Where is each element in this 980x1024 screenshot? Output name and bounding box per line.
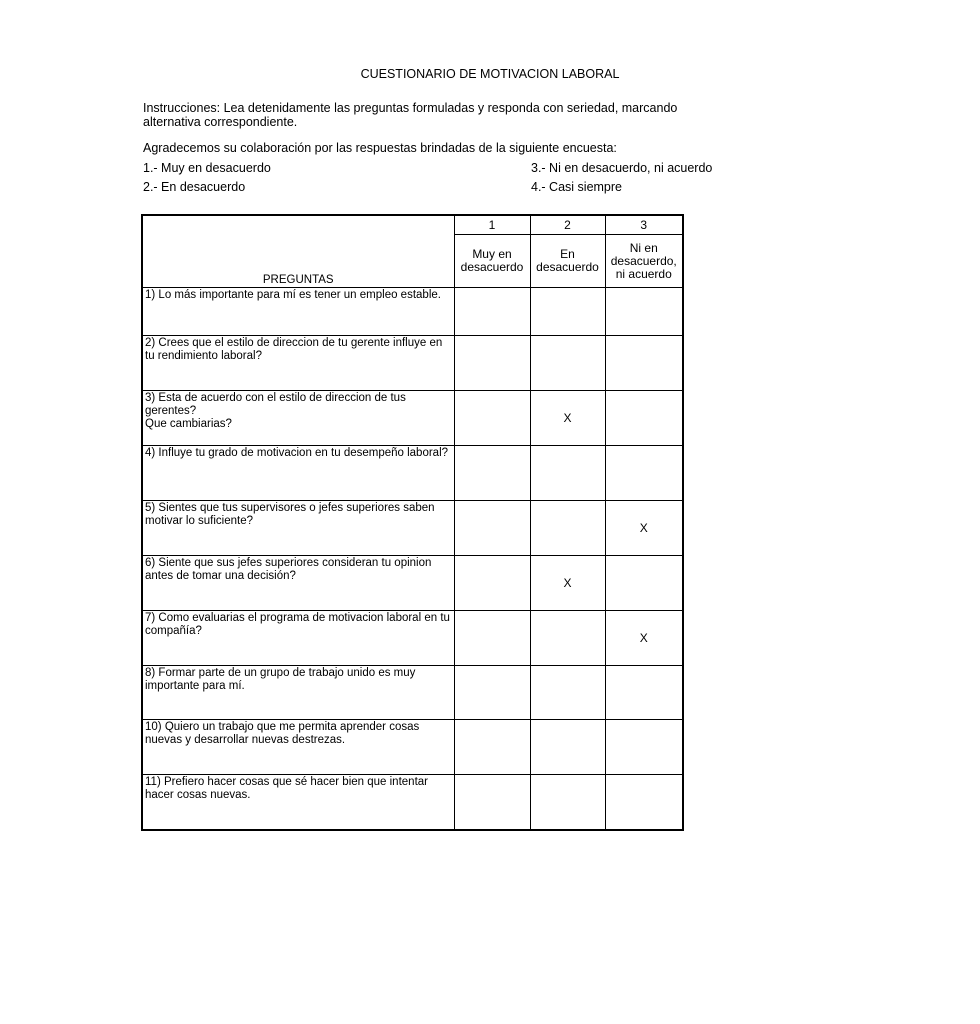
question-text: 5) Sientes que tus supervisores o jefes superiores saben motivar lo suficiente? — [142, 501, 454, 556]
table-row — [142, 556, 683, 611]
scale-option-2: 2.- En desacuerdo — [143, 180, 246, 194]
answer-cell[interactable] — [530, 611, 605, 666]
question-text: 2) Crees que el estilo de direccion de tu gerente influye en tu rendimiento laboral? — [142, 336, 454, 391]
answer-cell[interactable] — [530, 666, 605, 720]
column-number: 1 — [454, 215, 530, 235]
table-row — [142, 775, 683, 830]
answer-cell[interactable] — [454, 666, 530, 720]
answer-cell[interactable]: X — [530, 556, 605, 611]
column-label: Ni en desacuerdo, ni acuerdo — [605, 235, 683, 288]
answer-cell[interactable] — [605, 775, 683, 830]
answer-cell[interactable] — [454, 446, 530, 501]
question-text: 7) Como evaluarias el programa de motivacion laboral en tu compañía? — [142, 611, 454, 666]
answer-cell[interactable] — [454, 336, 530, 391]
answer-cell[interactable] — [605, 720, 683, 775]
answer-cell[interactable] — [454, 611, 530, 666]
table-row — [142, 336, 683, 391]
table-row — [142, 446, 683, 501]
answer-cell[interactable]: X — [605, 611, 683, 666]
answer-cell[interactable] — [530, 336, 605, 391]
answer-cell[interactable] — [454, 391, 530, 446]
scale-option-3: 3.- Ni en desacuerdo, ni acuerdo — [531, 161, 713, 175]
instructions-line-1: Instrucciones: Lea detenidamente las preguntas formuladas y responda con seriedad, marcando — [143, 101, 678, 115]
questionnaire-table — [141, 214, 684, 831]
column-label: En desacuerdo — [530, 235, 605, 288]
answer-cell[interactable] — [605, 336, 683, 391]
answer-cell[interactable] — [605, 666, 683, 720]
question-text: 8) Formar parte de un grupo de trabajo unido es muy importante para mí. — [142, 666, 454, 720]
answer-cell[interactable] — [454, 720, 530, 775]
question-text: 6) Siente que sus jefes superiores consideran tu opinion antes de tomar una decisión? — [142, 556, 454, 611]
answer-cell[interactable] — [454, 775, 530, 830]
question-text: 4) Influye tu grado de motivacion en tu desempeño laboral? — [142, 446, 454, 501]
table-row — [142, 720, 683, 775]
table-row — [142, 666, 683, 720]
column-label: Muy en desacuerdo — [454, 235, 530, 288]
answer-cell[interactable]: X — [605, 501, 683, 556]
answer-cell[interactable] — [530, 775, 605, 830]
answer-cell[interactable] — [605, 446, 683, 501]
answer-cell[interactable] — [530, 501, 605, 556]
question-text: 11) Prefiero hacer cosas que sé hacer bien que intentar hacer cosas nuevas. — [142, 775, 454, 830]
questions-header: PREGUNTAS — [142, 215, 454, 288]
table-row — [142, 288, 683, 336]
table-row — [142, 501, 683, 556]
question-text: 10) Quiero un trabajo que me permita aprender cosas nuevas y desarrollar nuevas destrezas. — [142, 720, 454, 775]
column-number: 3 — [605, 215, 683, 235]
question-text: 1) Lo más importante para mí es tener un empleo estable. — [142, 288, 454, 336]
answer-cell[interactable] — [530, 446, 605, 501]
instructions-line-2: alternativa correspondiente. — [143, 115, 298, 129]
answer-cell[interactable] — [530, 288, 605, 336]
question-text: 3) Esta de acuerdo con el estilo de direccion de tus gerentes? Que cambiarias? — [142, 391, 454, 446]
answer-cell[interactable] — [454, 288, 530, 336]
answer-cell[interactable] — [605, 556, 683, 611]
answer-cell[interactable] — [454, 556, 530, 611]
answer-cell[interactable] — [454, 501, 530, 556]
answer-cell[interactable] — [605, 288, 683, 336]
answer-cell[interactable]: X — [530, 391, 605, 446]
instructions — [143, 101, 683, 129]
document-title: CUESTIONARIO DE MOTIVACION LABORAL — [360, 67, 620, 81]
answer-cell[interactable] — [530, 720, 605, 775]
column-number-row — [142, 215, 683, 235]
answer-cell[interactable] — [605, 391, 683, 446]
thanks-text: Agradecemos su colaboración por las respuestas brindadas de la siguiente encuesta: — [143, 141, 617, 155]
table-row — [142, 611, 683, 666]
scale-option-4: 4.- Casi siempre — [531, 180, 622, 194]
table-row — [142, 391, 683, 446]
column-number: 2 — [530, 215, 605, 235]
scale-option-1: 1.- Muy en desacuerdo — [143, 161, 271, 175]
